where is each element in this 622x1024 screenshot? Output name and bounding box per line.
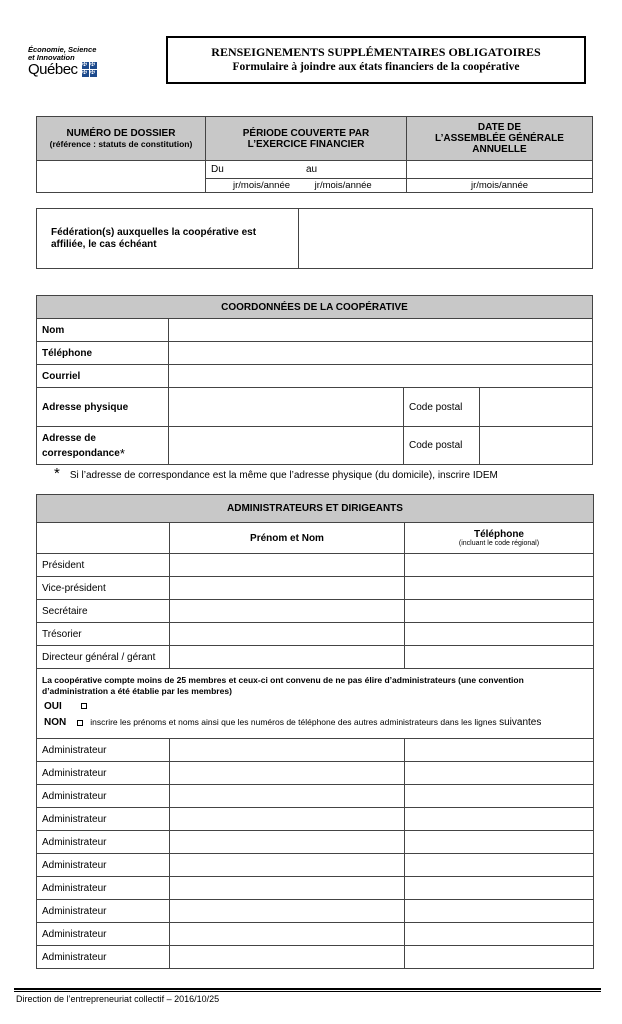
assemblee-header-line1: DATE DE	[477, 122, 522, 133]
assemblee-date-hint: jr/mois/année	[407, 179, 593, 193]
phone-field[interactable]	[405, 762, 594, 785]
periode-start-hint: jr/mois/année	[233, 180, 291, 191]
periode-header-line2: L’EXERCICE FINANCIER	[247, 138, 365, 150]
administrateur-label: Administrateur	[37, 877, 170, 900]
adresse-corr-line2	[42, 446, 163, 461]
coordonnees-header: COORDONNÉES DE LA COOPÉRATIVE	[37, 296, 593, 319]
assemblee-date-field[interactable]	[407, 161, 593, 179]
dossier-number-field[interactable]	[37, 161, 206, 193]
administrateur-label: Administrateur	[37, 808, 170, 831]
assemblee-header-line3: ANNUELLE	[472, 144, 527, 155]
form-subtitle: Formulaire à joindre aux états financiers de la coopérative	[232, 61, 520, 73]
telephone-label: Téléphone	[37, 342, 169, 365]
form-title: RENSEIGNEMENTS SUPPLÉMENTAIRES OBLIGATOIRES	[211, 45, 541, 59]
footer-text: Direction de l’entrepreneuriat collectif – 2016/10/25	[16, 994, 220, 1004]
role-label: Directeur général / gérant	[37, 646, 170, 669]
administrateur-label: Administrateur	[37, 785, 170, 808]
non-instruction: inscrire les prénoms et noms ainsi que les numéros de téléphone des autres administrateurs dans les lignes	[90, 717, 497, 727]
federation-field[interactable]	[299, 209, 593, 269]
telephone-header-label: Téléphone	[473, 529, 524, 540]
periode-hints	[206, 179, 407, 193]
periode-field[interactable]	[206, 161, 407, 179]
correspondance-note	[54, 467, 594, 481]
au-label: au	[306, 164, 318, 175]
name-field[interactable]	[170, 946, 405, 969]
phone-field[interactable]	[405, 923, 594, 946]
name-field[interactable]	[170, 762, 405, 785]
telephone-header-hint: (incluant le code régional)	[458, 540, 540, 547]
oui-option[interactable]	[42, 701, 588, 712]
code-postal-label-2: Code postal	[404, 427, 480, 465]
du-label: Du	[211, 164, 224, 175]
name-field[interactable]	[170, 831, 405, 854]
periode-header-line1: PÉRIODE COUVERTE PAR	[242, 127, 370, 139]
phone-field[interactable]	[405, 600, 594, 623]
non-option[interactable]	[42, 717, 588, 728]
adresse-correspondance-label	[37, 427, 169, 465]
logo-ministry-line2: et Innovation	[28, 53, 75, 62]
oui-checkbox[interactable]	[81, 703, 87, 709]
quebec-logo	[28, 46, 148, 82]
administrateur-label: Administrateur	[37, 900, 170, 923]
phone-field[interactable]	[405, 808, 594, 831]
code-postal-field-1[interactable]	[480, 388, 593, 427]
form-title-box	[166, 36, 586, 84]
name-field[interactable]	[170, 623, 405, 646]
role-label: Vice-président	[37, 577, 170, 600]
adresse-physique-label: Adresse physique	[37, 388, 169, 427]
role-label: Secrétaire	[37, 600, 170, 623]
assemblee-header	[407, 117, 593, 161]
adresse-correspondance-field[interactable]	[169, 427, 404, 465]
administrateur-label: Administrateur	[37, 923, 170, 946]
quebec-flag-icon	[82, 62, 97, 77]
name-field[interactable]	[170, 739, 405, 762]
role-label: Trésorier	[37, 623, 170, 646]
convention-question: La coopérative compte moins de 25 membres et ceux-ci ont convenu de ne pas élire d’administrateurs (une convention d’administration a été établie par les membres)	[42, 675, 524, 696]
note-asterisk: *	[54, 465, 60, 482]
phone-field[interactable]	[405, 831, 594, 854]
dossier-header-line1: NUMÉRO DE DOSSIER	[66, 128, 176, 139]
federation-table	[36, 208, 593, 269]
administrateur-label: Administrateur	[37, 946, 170, 969]
non-label: NON	[44, 717, 67, 728]
periode-header	[206, 117, 407, 161]
phone-field[interactable]	[405, 577, 594, 600]
nom-field[interactable]	[169, 319, 593, 342]
name-field[interactable]	[170, 600, 405, 623]
phone-field[interactable]	[405, 646, 594, 669]
logo-ministry-line1: Économie, Science	[28, 45, 97, 54]
oui-label: OUI	[44, 701, 62, 712]
dossier-header-line2: (référence : statuts de constitution)	[49, 139, 193, 149]
phone-field[interactable]	[405, 946, 594, 969]
administrateurs-table	[36, 494, 594, 969]
name-field[interactable]	[170, 900, 405, 923]
administrateur-label: Administrateur	[37, 854, 170, 877]
footer-rule-thin	[14, 991, 601, 992]
logo-wordmark: Québec	[28, 61, 78, 78]
non-checkbox[interactable]	[77, 720, 83, 726]
phone-field[interactable]	[405, 554, 594, 577]
phone-field[interactable]	[405, 739, 594, 762]
name-field[interactable]	[170, 554, 405, 577]
periode-end-hint: jr/mois/année	[314, 180, 372, 191]
dossier-header	[37, 117, 206, 161]
administrateur-label: Administrateur	[37, 762, 170, 785]
federation-label: Fédération(s) auxquelles la coopérative est affiliée, le cas échéant	[37, 209, 299, 269]
telephone-field[interactable]	[169, 342, 593, 365]
header-empty-cell	[37, 523, 170, 554]
asterisk-mark: *	[119, 445, 125, 461]
courriel-field[interactable]	[169, 365, 593, 388]
phone-field[interactable]	[405, 877, 594, 900]
name-field[interactable]	[170, 577, 405, 600]
note-text: Si l’adresse de correspondance est la même que l’adresse physique (du domicile), inscrire IDEM	[69, 470, 498, 481]
adresse-physique-field[interactable]	[169, 388, 404, 427]
coordonnees-table	[36, 295, 593, 465]
phone-field[interactable]	[405, 785, 594, 808]
phone-field[interactable]	[405, 854, 594, 877]
code-postal-field-2[interactable]	[480, 427, 593, 465]
administrateur-label: Administrateur	[37, 831, 170, 854]
adresse-corr-line2-text: correspondance	[42, 447, 120, 459]
phone-field[interactable]	[405, 900, 594, 923]
name-field[interactable]	[170, 854, 405, 877]
name-field[interactable]	[170, 877, 405, 900]
footer-rule	[14, 988, 601, 990]
phone-field[interactable]	[405, 623, 594, 646]
name-field[interactable]	[170, 923, 405, 946]
code-postal-label-1: Code postal	[404, 388, 480, 427]
assemblee-header-line2: L’ASSEMBLÉE GÉNÉRALE	[435, 133, 564, 144]
name-field[interactable]	[170, 808, 405, 831]
telephone-header	[405, 523, 594, 554]
courriel-label: Courriel	[37, 365, 169, 388]
name-field[interactable]	[170, 646, 405, 669]
nom-label: Nom	[37, 319, 169, 342]
administrateur-label: Administrateur	[37, 739, 170, 762]
non-instruction-end: suivantes	[499, 717, 542, 728]
adresse-corr-line1: Adresse de	[42, 432, 96, 444]
convention-cell	[37, 669, 594, 739]
role-label: Président	[37, 554, 170, 577]
dossier-table	[36, 116, 593, 193]
name-field[interactable]	[170, 785, 405, 808]
administrateurs-header: ADMINISTRATEURS ET DIRIGEANTS	[37, 495, 594, 523]
prenom-nom-header: Prénom et Nom	[170, 523, 405, 554]
